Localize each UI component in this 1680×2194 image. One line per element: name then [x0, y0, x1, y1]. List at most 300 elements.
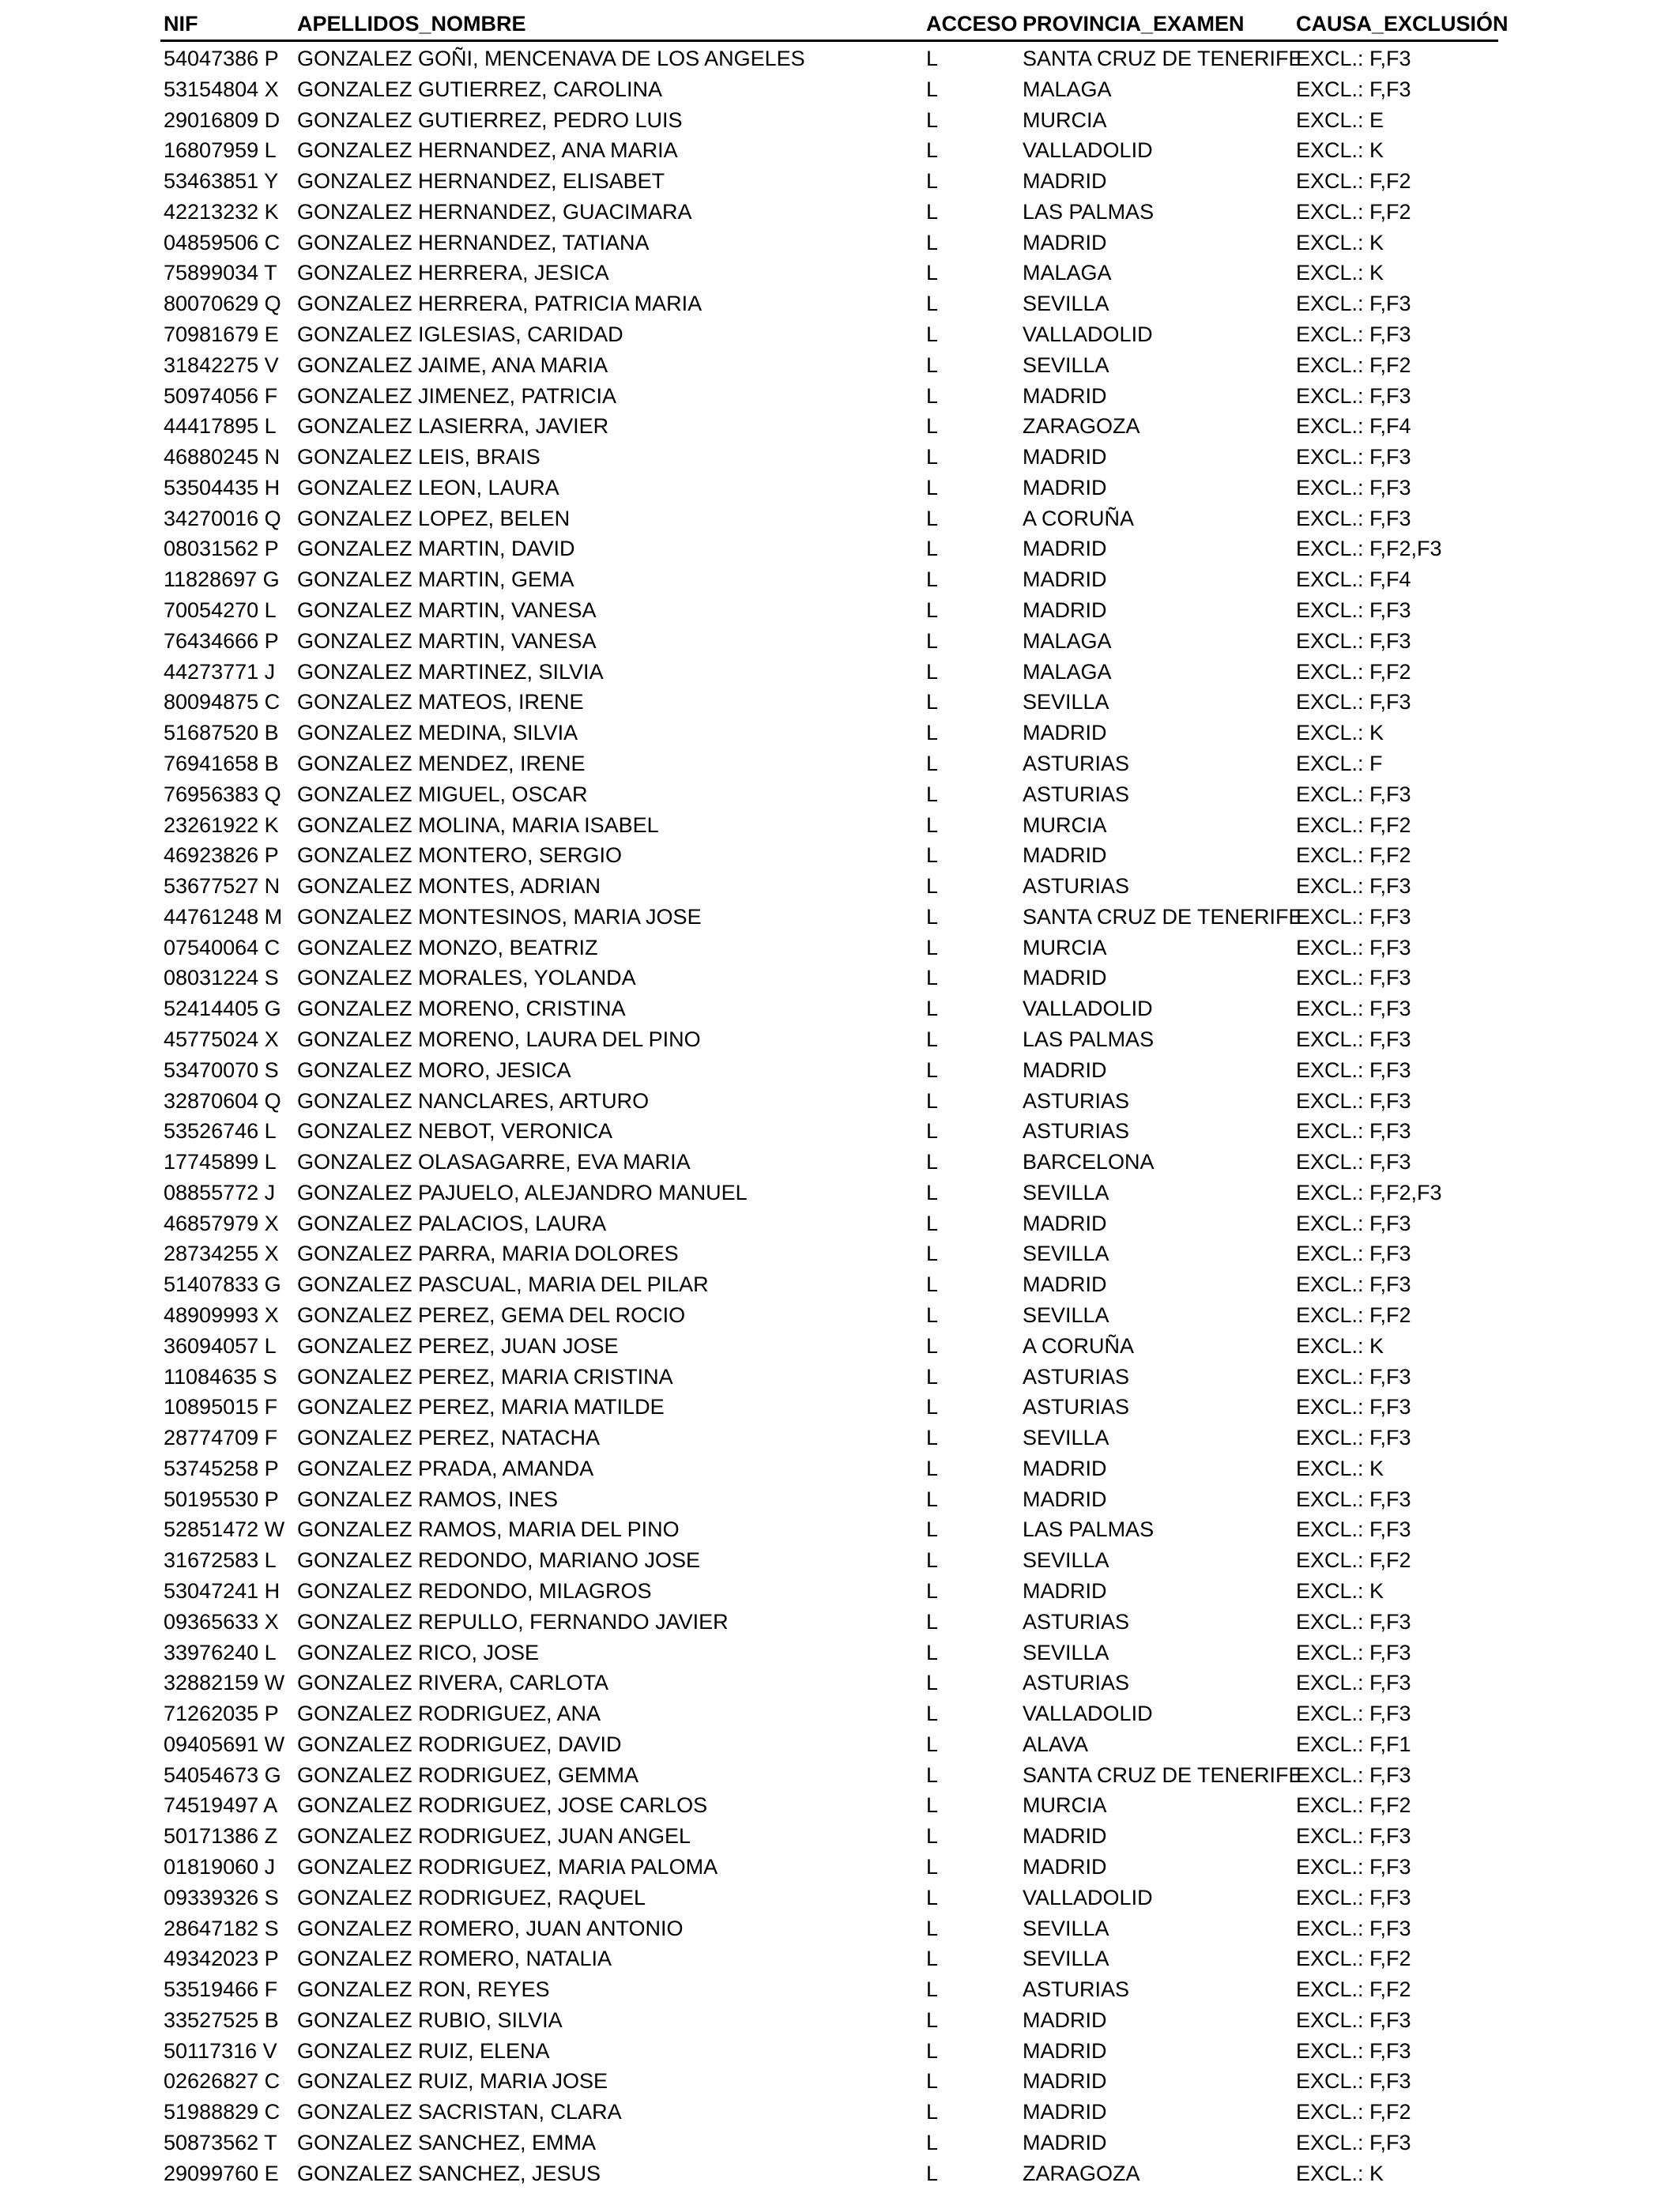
- cell-apellidos-nombre: GONZALEZ RUBIO, SILVIA: [297, 2007, 563, 2032]
- cell-acceso: L: [926, 904, 939, 929]
- cell-causa: EXCL.: F,F3: [1296, 383, 1411, 408]
- cell-nif: 76941658 B: [164, 751, 279, 775]
- cell-causa: EXCL.: K: [1296, 138, 1384, 163]
- cell-nif: 04859506 C: [164, 230, 281, 254]
- cell-provincia: SEVILLA: [1023, 292, 1109, 316]
- cell-apellidos-nombre: GONZALEZ PEREZ, GEMA DEL ROCIO: [297, 1302, 686, 1327]
- cell-provincia: MALAGA: [1023, 659, 1112, 684]
- cell-causa: EXCL.: K: [1296, 2161, 1384, 2185]
- table-row: [0, 473, 1680, 503]
- cell-apellidos-nombre: GONZALEZ MARTIN, VANESA: [297, 628, 597, 653]
- cell-provincia: MADRID: [1023, 1456, 1107, 1480]
- cell-provincia: MADRID: [1023, 598, 1107, 623]
- cell-provincia: SANTA CRUZ DE TENERIFE: [1023, 47, 1303, 70]
- cell-acceso: L: [926, 2131, 939, 2155]
- cell-acceso: L: [926, 199, 939, 224]
- cell-acceso: L: [926, 1333, 939, 1358]
- cell-causa: EXCL.: F,F3: [1296, 322, 1411, 347]
- cell-apellidos-nombre: GONZALEZ SANCHEZ, JESUS: [297, 2161, 601, 2185]
- cell-causa: EXCL.: F,F2,F3: [1296, 1180, 1442, 1204]
- cell-acceso: L: [926, 721, 939, 745]
- header-causa-exclusion: CAUSA_EXCLUSIÓN: [1296, 12, 1509, 36]
- cell-provincia: SEVILLA: [1023, 1180, 1109, 1204]
- table-row: [0, 2005, 1680, 2035]
- cell-nif: 51407833 G: [164, 1272, 281, 1297]
- table-row: [0, 1852, 1680, 1882]
- cell-acceso: L: [926, 1762, 939, 1787]
- table-row: [0, 2128, 1680, 2158]
- cell-causa: EXCL.: F,F2,F3: [1296, 537, 1442, 561]
- cell-provincia: MALAGA: [1023, 77, 1112, 101]
- cell-acceso: L: [926, 628, 939, 653]
- table-row: [0, 1208, 1680, 1238]
- cell-apellidos-nombre: GONZALEZ MONTERO, SERGIO: [297, 843, 623, 868]
- cell-apellidos-nombre: GONZALEZ MIGUEL, OSCAR: [297, 782, 588, 806]
- cell-causa: EXCL.: F,F2: [1296, 843, 1411, 868]
- cell-nif: 48909993 X: [164, 1302, 279, 1327]
- cell-acceso: L: [926, 1548, 939, 1573]
- cell-provincia: SEVILLA: [1023, 690, 1109, 714]
- table-header: [0, 9, 1680, 39]
- cell-nif: 51988829 C: [164, 2100, 281, 2124]
- table-row: [0, 1116, 1680, 1146]
- cell-provincia: SEVILLA: [1023, 1640, 1109, 1664]
- cell-provincia: SEVILLA: [1023, 1947, 1109, 1971]
- cell-causa: EXCL.: F,F3: [1296, 1211, 1411, 1235]
- cell-apellidos-nombre: GONZALEZ SACRISTAN, CLARA: [297, 2100, 622, 2124]
- cell-apellidos-nombre: GONZALEZ MORO, JESICA: [297, 1057, 571, 1082]
- cell-apellidos-nombre: GONZALEZ PAJUELO, ALEJANDRO MANUEL: [297, 1180, 748, 1204]
- cell-causa: EXCL.: F,F3: [1296, 2038, 1411, 2063]
- cell-causa: EXCL.: F,F3: [1296, 2007, 1411, 2032]
- cell-provincia: MADRID: [1023, 537, 1107, 561]
- cell-nif: 46857979 X: [164, 1211, 279, 1235]
- cell-acceso: L: [926, 812, 939, 837]
- table-row: [0, 1729, 1680, 1759]
- cell-nif: 51687520 B: [164, 721, 279, 745]
- table-row: [0, 43, 1680, 74]
- cell-provincia: ASTURIAS: [1023, 782, 1130, 806]
- cell-provincia: MADRID: [1023, 843, 1107, 868]
- table-row: [0, 1055, 1680, 1085]
- cell-causa: EXCL.: F,F3: [1296, 1088, 1411, 1113]
- cell-apellidos-nombre: GONZALEZ LOPEZ, BELEN: [297, 506, 571, 530]
- table-row: [0, 1238, 1680, 1269]
- cell-causa: EXCL.: F,F3: [1296, 1762, 1411, 1787]
- cell-nif: 53745258 P: [164, 1456, 279, 1480]
- cell-acceso: L: [926, 1180, 939, 1204]
- cell-causa: EXCL.: F,F1: [1296, 1732, 1411, 1756]
- cell-provincia: MADRID: [1023, 2038, 1107, 2063]
- cell-apellidos-nombre: GONZALEZ ROMERO, JUAN ANTONIO: [297, 1916, 684, 1940]
- cell-provincia: MADRID: [1023, 1579, 1107, 1603]
- cell-apellidos-nombre: GONZALEZ GUTIERREZ, CAROLINA: [297, 77, 663, 101]
- cell-acceso: L: [926, 874, 939, 899]
- table-row: [0, 1362, 1680, 1392]
- table-row: [0, 1423, 1680, 1453]
- cell-causa: EXCL.: F,F3: [1296, 1426, 1411, 1450]
- cell-causa: EXCL.: F,F2: [1296, 352, 1411, 377]
- cell-causa: EXCL.: K: [1296, 1579, 1384, 1603]
- cell-nif: 71262035 P: [164, 1702, 279, 1726]
- cell-acceso: L: [926, 782, 939, 806]
- cell-apellidos-nombre: GONZALEZ GUTIERREZ, PEDRO LUIS: [297, 107, 683, 132]
- table-row: [0, 687, 1680, 717]
- cell-causa: EXCL.: F,F3: [1296, 292, 1411, 316]
- cell-nif: 54054673 G: [164, 1762, 281, 1787]
- cell-causa: EXCL.: F,F3: [1296, 1885, 1411, 1909]
- cell-causa: EXCL.: F,F3: [1296, 1855, 1411, 1879]
- cell-causa: EXCL.: K: [1296, 230, 1384, 254]
- table-row: [0, 1821, 1680, 1851]
- cell-apellidos-nombre: GONZALEZ PEREZ, NATACHA: [297, 1426, 601, 1450]
- table-row: [0, 871, 1680, 901]
- cell-acceso: L: [926, 1793, 939, 1818]
- cell-provincia: SEVILLA: [1023, 1916, 1109, 1940]
- cell-causa: EXCL.: F,F3: [1296, 1119, 1411, 1144]
- cell-provincia: MADRID: [1023, 1824, 1107, 1849]
- table-row: [0, 1974, 1680, 2004]
- header-nif: NIF: [164, 12, 198, 36]
- cell-apellidos-nombre: GONZALEZ RAMOS, MARIA DEL PINO: [297, 1517, 680, 1542]
- cell-nif: 80094875 C: [164, 690, 281, 714]
- cell-causa: EXCL.: F,F3: [1296, 1517, 1411, 1542]
- cell-causa: EXCL.: F,F3: [1296, 1640, 1411, 1664]
- cell-nif: 28647182 S: [164, 1916, 279, 1940]
- cell-apellidos-nombre: GONZALEZ MARTINEZ, SILVIA: [297, 659, 604, 684]
- cell-apellidos-nombre: GONZALEZ REDONDO, MILAGROS: [297, 1579, 652, 1603]
- cell-nif: 50873562 T: [164, 2131, 277, 2155]
- cell-nif: 33527525 B: [164, 2007, 279, 2032]
- cell-nif: 46923826 P: [164, 843, 279, 868]
- cell-acceso: L: [926, 567, 939, 592]
- cell-causa: EXCL.: F,F3: [1296, 782, 1411, 806]
- cell-nif: 29016809 D: [164, 107, 281, 132]
- cell-nif: 11828697 G: [164, 567, 280, 592]
- cell-provincia: MURCIA: [1023, 1793, 1107, 1818]
- cell-acceso: L: [926, 1609, 939, 1634]
- cell-provincia: BARCELONA: [1023, 1150, 1155, 1174]
- cell-acceso: L: [926, 445, 939, 469]
- table-row: [0, 1698, 1680, 1728]
- table-row: [0, 595, 1680, 625]
- cell-nif: 42213232 K: [164, 199, 279, 224]
- table-row: [0, 963, 1680, 993]
- cell-nif: 09405691 W: [164, 1732, 285, 1756]
- cell-nif: 75899034 T: [164, 261, 277, 285]
- cell-causa: EXCL.: F: [1296, 751, 1383, 775]
- table-row: [0, 350, 1680, 380]
- cell-provincia: ASTURIAS: [1023, 1088, 1130, 1113]
- cell-apellidos-nombre: GONZALEZ HERRERA, PATRICIA MARIA: [297, 292, 703, 316]
- cell-apellidos-nombre: GONZALEZ RODRIGUEZ, GEMMA: [297, 1762, 639, 1787]
- cell-causa: EXCL.: F,F2: [1296, 2100, 1411, 2124]
- table-row: [0, 288, 1680, 319]
- cell-acceso: L: [926, 1027, 939, 1051]
- cell-nif: 53526746 L: [164, 1119, 277, 1144]
- cell-causa: EXCL.: F,F3: [1296, 47, 1411, 70]
- cell-apellidos-nombre: GONZALEZ PEREZ, MARIA CRISTINA: [297, 1364, 673, 1389]
- table-row: [0, 1883, 1680, 1913]
- table-row: [0, 1147, 1680, 1177]
- cell-acceso: L: [926, 2007, 939, 2032]
- cell-provincia: ASTURIAS: [1023, 751, 1130, 775]
- table-row: [0, 1269, 1680, 1299]
- cell-nif: 50117316 V: [164, 2038, 277, 2063]
- cell-apellidos-nombre: GONZALEZ RUIZ, ELENA: [297, 2038, 550, 2063]
- table-row: [0, 1453, 1680, 1483]
- cell-nif: 53470070 S: [164, 1057, 279, 1082]
- cell-apellidos-nombre: GONZALEZ RON, REYES: [297, 1977, 550, 2002]
- cell-provincia: SEVILLA: [1023, 1302, 1109, 1327]
- table-row: [0, 933, 1680, 963]
- cell-nif: 08031224 S: [164, 966, 279, 990]
- cell-causa: EXCL.: F,F3: [1296, 1916, 1411, 1940]
- cell-causa: EXCL.: F,F3: [1296, 1487, 1411, 1511]
- cell-acceso: L: [926, 475, 939, 499]
- table-row: [0, 840, 1680, 870]
- cell-nif: 17745899 L: [164, 1150, 277, 1174]
- cell-provincia: MADRID: [1023, 1487, 1107, 1511]
- cell-apellidos-nombre: GONZALEZ MARTIN, GEMA: [297, 567, 574, 592]
- cell-nif: 76956383 Q: [164, 782, 281, 806]
- cell-apellidos-nombre: GONZALEZ SANCHEZ, EMMA: [297, 2131, 597, 2155]
- cell-apellidos-nombre: GONZALEZ PRADA, AMANDA: [297, 1456, 594, 1480]
- table-row: [0, 1514, 1680, 1544]
- table-row: [0, 258, 1680, 288]
- cell-provincia: MADRID: [1023, 1855, 1107, 1879]
- cell-apellidos-nombre: GONZALEZ RODRIGUEZ, MARIA PALOMA: [297, 1855, 718, 1879]
- cell-acceso: L: [926, 261, 939, 285]
- cell-acceso: L: [926, 1364, 939, 1389]
- cell-provincia: ASTURIAS: [1023, 1671, 1130, 1695]
- cell-apellidos-nombre: GONZALEZ HERNANDEZ, ELISABET: [297, 169, 665, 194]
- cell-provincia: LAS PALMAS: [1023, 199, 1155, 224]
- cell-causa: EXCL.: F,F3: [1296, 1364, 1411, 1389]
- cell-provincia: MADRID: [1023, 475, 1107, 499]
- cell-causa: EXCL.: F,F3: [1296, 1824, 1411, 1849]
- cell-apellidos-nombre: GONZALEZ ROMERO, NATALIA: [297, 1947, 612, 1971]
- cell-apellidos-nombre: GONZALEZ PASCUAL, MARIA DEL PILAR: [297, 1272, 709, 1297]
- cell-acceso: L: [926, 2069, 939, 2094]
- cell-nif: 08031562 P: [164, 537, 279, 561]
- cell-acceso: L: [926, 2038, 939, 2063]
- table-row: [0, 748, 1680, 778]
- cell-provincia: ALAVA: [1023, 1732, 1089, 1756]
- cell-nif: 08855772 J: [164, 1180, 276, 1204]
- table-row: [0, 1331, 1680, 1361]
- cell-apellidos-nombre: GONZALEZ REPULLO, FERNANDO JAVIER: [297, 1609, 729, 1634]
- cell-provincia: VALLADOLID: [1023, 322, 1153, 347]
- cell-causa: EXCL.: F,F3: [1296, 1150, 1411, 1174]
- cell-provincia: MADRID: [1023, 2007, 1107, 2032]
- cell-acceso: L: [926, 1916, 939, 1940]
- cell-acceso: L: [926, 47, 939, 70]
- cell-provincia: VALLADOLID: [1023, 138, 1153, 163]
- table-row: [0, 1607, 1680, 1637]
- cell-provincia: SEVILLA: [1023, 1548, 1109, 1573]
- table-row: [0, 411, 1680, 441]
- table-row: [0, 1913, 1680, 1943]
- cell-apellidos-nombre: GONZALEZ MARTIN, DAVID: [297, 537, 575, 561]
- cell-causa: EXCL.: K: [1296, 1333, 1384, 1358]
- cell-nif: 44417895 L: [164, 414, 277, 439]
- cell-provincia: VALLADOLID: [1023, 1702, 1153, 1726]
- table-row: [0, 2036, 1680, 2066]
- cell-acceso: L: [926, 107, 939, 132]
- cell-nif: 52851472 W: [164, 1517, 285, 1542]
- table-row: [0, 2158, 1680, 2188]
- cell-apellidos-nombre: GONZALEZ HERNANDEZ, ANA MARIA: [297, 138, 678, 163]
- cell-apellidos-nombre: GONZALEZ HERRERA, JESICA: [297, 261, 609, 285]
- cell-provincia: ASTURIAS: [1023, 1609, 1130, 1634]
- cell-nif: 70054270 L: [164, 598, 277, 623]
- cell-acceso: L: [926, 322, 939, 347]
- cell-provincia: SEVILLA: [1023, 352, 1109, 377]
- cell-apellidos-nombre: GONZALEZ HERNANDEZ, TATIANA: [297, 230, 650, 254]
- cell-acceso: L: [926, 1824, 939, 1849]
- cell-apellidos-nombre: GONZALEZ MORENO, LAURA DEL PINO: [297, 1027, 701, 1051]
- cell-provincia: LAS PALMAS: [1023, 1027, 1155, 1051]
- cell-apellidos-nombre: GONZALEZ MOLINA, MARIA ISABEL: [297, 812, 659, 837]
- table-row: [0, 74, 1680, 104]
- cell-nif: 46880245 N: [164, 445, 281, 469]
- cell-nif: 29099760 E: [164, 2161, 279, 2185]
- cell-causa: EXCL.: F,F3: [1296, 1242, 1411, 1266]
- cell-acceso: L: [926, 1517, 939, 1542]
- cell-provincia: MADRID: [1023, 230, 1107, 254]
- cell-provincia: VALLADOLID: [1023, 1885, 1153, 1909]
- cell-nif: 34270016 Q: [164, 506, 281, 530]
- cell-provincia: MADRID: [1023, 721, 1107, 745]
- table-row: [0, 319, 1680, 349]
- cell-acceso: L: [926, 2161, 939, 2185]
- cell-nif: 09339326 S: [164, 1885, 279, 1909]
- cell-acceso: L: [926, 1977, 939, 2002]
- cell-provincia: MADRID: [1023, 567, 1107, 592]
- cell-causa: EXCL.: F,F2: [1296, 169, 1411, 194]
- cell-provincia: MURCIA: [1023, 935, 1107, 959]
- cell-causa: EXCL.: F,F2: [1296, 1548, 1411, 1573]
- cell-acceso: L: [926, 1395, 939, 1419]
- cell-nif: 53463851 Y: [164, 169, 279, 194]
- cell-provincia: SEVILLA: [1023, 1426, 1109, 1450]
- cell-apellidos-nombre: GONZALEZ PEREZ, MARIA MATILDE: [297, 1395, 665, 1419]
- table-row: [0, 166, 1680, 196]
- cell-nif: 36094057 L: [164, 1333, 277, 1358]
- cell-provincia: A CORUÑA: [1023, 506, 1135, 530]
- cell-apellidos-nombre: GONZALEZ RICO, JOSE: [297, 1640, 540, 1664]
- cell-apellidos-nombre: GONZALEZ MARTIN, VANESA: [297, 598, 597, 623]
- cell-provincia: MADRID: [1023, 2131, 1107, 2155]
- table-row: [0, 503, 1680, 533]
- cell-nif: 28774709 F: [164, 1426, 278, 1450]
- cell-apellidos-nombre: GONZALEZ RODRIGUEZ, ANA: [297, 1702, 601, 1726]
- cell-provincia: ASTURIAS: [1023, 1119, 1130, 1144]
- header-divider: [160, 40, 1498, 42]
- cell-apellidos-nombre: GONZALEZ RODRIGUEZ, DAVID: [297, 1732, 622, 1756]
- cell-acceso: L: [926, 230, 939, 254]
- cell-acceso: L: [926, 1702, 939, 1726]
- cell-acceso: L: [926, 1732, 939, 1756]
- cell-apellidos-nombre: GONZALEZ PEREZ, JUAN JOSE: [297, 1333, 619, 1358]
- cell-acceso: L: [926, 414, 939, 439]
- table-row: [0, 779, 1680, 809]
- cell-acceso: L: [926, 1947, 939, 1971]
- cell-provincia: LAS PALMAS: [1023, 1517, 1155, 1542]
- cell-nif: 54047386 P: [164, 47, 279, 70]
- cell-provincia: SANTA CRUZ DE TENERIFE: [1023, 904, 1303, 929]
- cell-acceso: L: [926, 1272, 939, 1297]
- cell-acceso: L: [926, 997, 939, 1021]
- cell-acceso: L: [926, 1088, 939, 1113]
- cell-acceso: L: [926, 1456, 939, 1480]
- cell-provincia: A CORUÑA: [1023, 1333, 1135, 1358]
- cell-provincia: MADRID: [1023, 966, 1107, 990]
- cell-acceso: L: [926, 751, 939, 775]
- table-row: [0, 993, 1680, 1023]
- cell-apellidos-nombre: GONZALEZ MATEOS, IRENE: [297, 690, 584, 714]
- cell-causa: EXCL.: F,F2: [1296, 812, 1411, 837]
- cell-nif: 31842275 V: [164, 352, 279, 377]
- header-provincia-examen: PROVINCIA_EXAMEN: [1023, 12, 1245, 36]
- cell-apellidos-nombre: GONZALEZ LEON, LAURA: [297, 475, 559, 499]
- cell-acceso: L: [926, 843, 939, 868]
- table-row: [0, 810, 1680, 840]
- header-apellidos-nombre: APELLIDOS_NOMBRE: [297, 12, 526, 36]
- cell-nif: 53677527 N: [164, 874, 281, 899]
- cell-causa: EXCL.: F,F3: [1296, 935, 1411, 959]
- cell-provincia: MURCIA: [1023, 812, 1107, 837]
- cell-acceso: L: [926, 1057, 939, 1082]
- cell-acceso: L: [926, 1302, 939, 1327]
- cell-causa: EXCL.: F,F3: [1296, 1609, 1411, 1634]
- cell-nif: 50195530 P: [164, 1487, 279, 1511]
- cell-apellidos-nombre: GONZALEZ GOÑI, MENCENAVA DE LOS ANGELES: [297, 47, 805, 70]
- cell-causa: EXCL.: F,F3: [1296, 598, 1411, 623]
- cell-causa: EXCL.: K: [1296, 1456, 1384, 1480]
- cell-acceso: L: [926, 352, 939, 377]
- cell-nif: 53504435 H: [164, 475, 281, 499]
- cell-nif: 50171386 Z: [164, 1824, 278, 1849]
- cell-causa: EXCL.: F,F3: [1296, 1671, 1411, 1695]
- table-row: [0, 228, 1680, 258]
- table-row: [0, 197, 1680, 227]
- cell-apellidos-nombre: GONZALEZ MORALES, YOLANDA: [297, 966, 636, 990]
- cell-nif: 74519497 A: [164, 1793, 278, 1818]
- cell-causa: EXCL.: F,F3: [1296, 2069, 1411, 2094]
- cell-nif: 11084635 S: [164, 1364, 277, 1389]
- cell-nif: 16807959 L: [164, 138, 277, 163]
- cell-apellidos-nombre: GONZALEZ IGLESIAS, CARIDAD: [297, 322, 623, 347]
- table-row: [0, 902, 1680, 932]
- cell-causa: EXCL.: F,F3: [1296, 77, 1411, 101]
- table-row: [0, 626, 1680, 656]
- cell-acceso: L: [926, 292, 939, 316]
- cell-causa: EXCL.: F,F3: [1296, 1057, 1411, 1082]
- cell-acceso: L: [926, 1119, 939, 1144]
- cell-acceso: L: [926, 935, 939, 959]
- cell-nif: 07540064 C: [164, 935, 281, 959]
- cell-acceso: L: [926, 1671, 939, 1695]
- table-row: [0, 564, 1680, 594]
- cell-apellidos-nombre: GONZALEZ NANCLARES, ARTURO: [297, 1088, 650, 1113]
- cell-acceso: L: [926, 2100, 939, 2124]
- cell-acceso: L: [926, 77, 939, 101]
- cell-apellidos-nombre: GONZALEZ MEDINA, SILVIA: [297, 721, 578, 745]
- cell-provincia: MALAGA: [1023, 628, 1112, 653]
- cell-nif: 28734255 X: [164, 1242, 279, 1266]
